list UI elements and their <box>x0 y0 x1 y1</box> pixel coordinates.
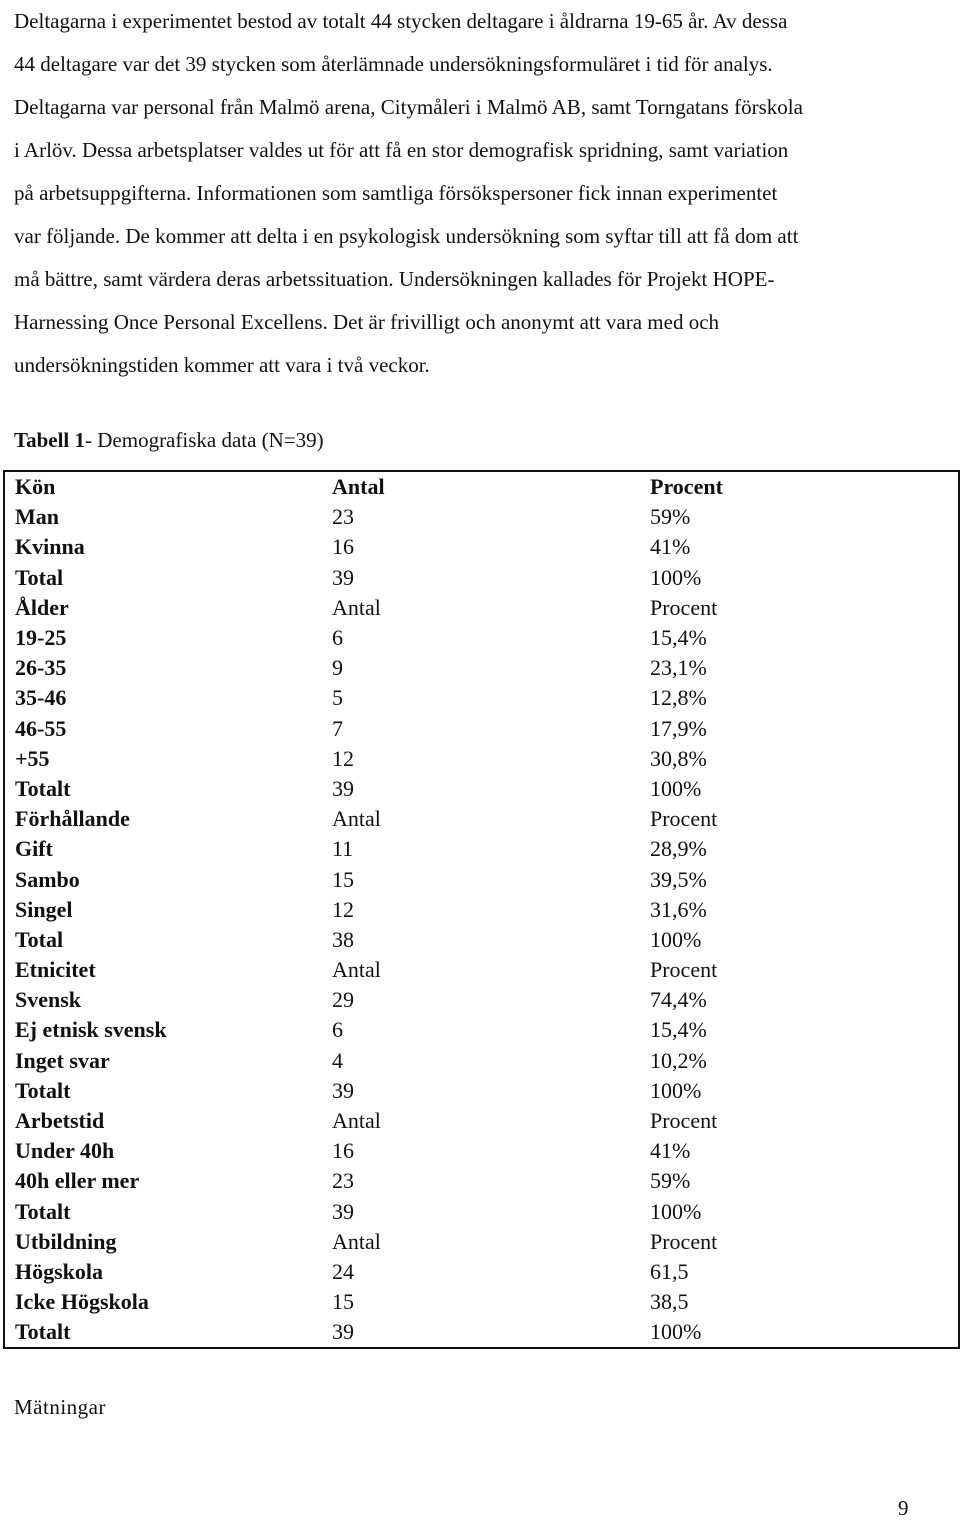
percent-cell: 28,9% <box>650 836 707 862</box>
row-label-cell: Icke Högskola <box>15 1289 149 1315</box>
table-row <box>4 744 959 774</box>
count-cell: 39 <box>332 1319 354 1345</box>
percent-cell: 100% <box>650 1319 702 1345</box>
row-label-cell: Sambo <box>15 866 80 892</box>
count-cell: 4 <box>332 1047 343 1073</box>
count-cell: Antal <box>332 1108 381 1134</box>
row-label-cell: Kön <box>15 474 56 500</box>
percent-cell: 59% <box>650 1168 691 1194</box>
row-label-cell: 40h eller mer <box>15 1168 140 1194</box>
count-cell: 11 <box>332 836 354 862</box>
percent-cell: 100% <box>650 564 702 590</box>
percent-cell: 17,9% <box>650 715 707 741</box>
table-row <box>4 804 959 834</box>
table-row <box>4 1015 959 1045</box>
paragraph-line: Deltagarna var personal från Malmö arena, Citymåleri i Malmö AB, samt Torngatans förskola <box>14 95 803 119</box>
table-row <box>4 1166 959 1196</box>
paragraph-line: Harnessing Once Personal Excellens. Det är frivilligt och anonymt att vara med och <box>14 310 720 334</box>
body-paragraph <box>14 0 954 387</box>
row-label-cell: Totalt <box>15 1077 71 1103</box>
count-cell: Antal <box>332 957 381 983</box>
row-label-cell: 46-55 <box>15 715 67 741</box>
row-label-cell: Totalt <box>15 1198 71 1224</box>
count-cell: Antal <box>332 806 381 832</box>
percent-cell: Procent <box>650 1108 718 1134</box>
paragraph-line: 44 deltagare var det 39 stycken som återlämnade undersökningsformuläret i tid för analys. <box>14 52 773 76</box>
percent-cell: 15,4% <box>650 625 707 651</box>
row-label-cell: Högskola <box>15 1258 104 1284</box>
table-row <box>4 774 959 804</box>
row-label-cell: Inget svar <box>15 1047 110 1073</box>
count-cell: 39 <box>332 775 354 801</box>
count-cell: 23 <box>332 504 354 530</box>
row-label-cell: Ålder <box>15 594 69 620</box>
percent-cell: Procent <box>650 957 718 983</box>
percent-cell: Procent <box>650 594 718 620</box>
table-row <box>4 532 959 562</box>
table-row <box>4 834 959 864</box>
table-row <box>4 955 959 985</box>
count-cell: 7 <box>332 715 343 741</box>
count-cell: 23 <box>332 1168 354 1194</box>
paragraph-line: var följande. De kommer att delta i en psykologisk undersökning som syftar till att få dom att <box>14 224 799 248</box>
count-cell: Antal <box>332 474 385 500</box>
row-label-cell: Singel <box>15 896 73 922</box>
count-cell: 12 <box>332 745 354 771</box>
row-label-cell: Utbildning <box>15 1228 117 1254</box>
table-row <box>4 1287 959 1317</box>
paragraph-line: i Arlöv. Dessa arbetsplatser valdes ut för att få en stor demografisk spridning, samt variation <box>14 138 789 162</box>
percent-cell: 23,1% <box>650 655 707 681</box>
percent-cell: Procent <box>650 806 718 832</box>
count-cell: 16 <box>332 1138 354 1164</box>
table-row <box>4 1106 959 1136</box>
row-label-cell: Förhållande <box>15 806 130 832</box>
table-row <box>4 593 959 623</box>
count-cell: 9 <box>332 655 343 681</box>
row-label-cell: Totalt <box>15 775 71 801</box>
table-row <box>4 1317 959 1348</box>
percent-cell: 100% <box>650 775 702 801</box>
count-cell: 39 <box>332 1077 354 1103</box>
count-cell: 29 <box>332 987 354 1013</box>
table-row <box>4 895 959 925</box>
percent-cell: 38,5 <box>650 1289 689 1315</box>
section-heading: Mätningar <box>14 1395 106 1419</box>
percent-cell: 12,8% <box>650 685 707 711</box>
count-cell: 6 <box>332 625 343 651</box>
percent-cell: 31,6% <box>650 896 707 922</box>
table-row <box>4 623 959 653</box>
row-label-cell: +55 <box>15 745 50 771</box>
row-label-cell: 19-25 <box>15 625 67 651</box>
table-row <box>4 1257 959 1287</box>
demographics-table-body <box>4 471 959 1348</box>
row-label-cell: Arbetstid <box>15 1108 105 1134</box>
row-label-cell: Totalt <box>15 1319 71 1345</box>
percent-cell: 59% <box>650 504 691 530</box>
table-row <box>4 653 959 683</box>
table-caption-text: - Demografiska data (N=39) <box>85 428 324 452</box>
count-cell: 39 <box>332 1198 354 1224</box>
percent-cell: Procent <box>650 1228 718 1254</box>
row-label-cell: Kvinna <box>15 534 85 560</box>
paragraph-line: Deltagarna i experimentet bestod av totalt 44 stycken deltagare i åldrarna 19-65 år. Av dessa <box>14 9 788 33</box>
table-row <box>4 1197 959 1227</box>
count-cell: 5 <box>332 685 343 711</box>
paragraph-line: må bättre, samt värdera deras arbetssituation. Undersökningen kallades för Projekt HOPE- <box>14 267 775 291</box>
table-row <box>4 714 959 744</box>
count-cell: 6 <box>332 1017 343 1043</box>
table-caption <box>14 424 324 456</box>
count-cell: 15 <box>332 866 354 892</box>
count-cell: Antal <box>332 594 381 620</box>
percent-cell: 41% <box>650 534 691 560</box>
count-cell: 15 <box>332 1289 354 1315</box>
table-row <box>4 563 959 593</box>
row-label-cell: Man <box>15 504 59 530</box>
row-label-cell: Under 40h <box>15 1138 115 1164</box>
table-row <box>4 502 959 532</box>
count-cell: 24 <box>332 1258 354 1284</box>
demographics-table <box>3 470 960 1349</box>
table-row <box>4 864 959 894</box>
count-cell: 16 <box>332 534 354 560</box>
row-label-cell: Total <box>15 564 64 590</box>
percent-cell: 39,5% <box>650 866 707 892</box>
count-cell: 39 <box>332 564 354 590</box>
percent-cell: Procent <box>650 474 723 500</box>
percent-cell: 10,2% <box>650 1047 707 1073</box>
count-cell: Antal <box>332 1228 381 1254</box>
table-row <box>4 471 959 502</box>
table-row <box>4 1046 959 1076</box>
row-label-cell: Gift <box>15 836 53 862</box>
page-number: 9 <box>898 1496 909 1520</box>
paragraph-line: på arbetsuppgifterna. Informationen som samtliga försökspersoner fick innan experimentet <box>14 181 778 205</box>
table-row <box>4 1076 959 1106</box>
table-row <box>4 683 959 713</box>
row-label-cell: Total <box>15 926 64 952</box>
percent-cell: 30,8% <box>650 745 707 771</box>
table-caption-number: Tabell 1 <box>14 428 85 452</box>
table-row <box>4 1136 959 1166</box>
paragraph-line: undersökningstiden kommer att vara i två veckor. <box>14 353 430 377</box>
percent-cell: 100% <box>650 926 702 952</box>
table-row <box>4 925 959 955</box>
row-label-cell: Svensk <box>15 987 82 1013</box>
table-row <box>4 1227 959 1257</box>
percent-cell: 74,4% <box>650 987 707 1013</box>
row-label-cell: Ej etnisk svensk <box>15 1017 167 1043</box>
table-row <box>4 985 959 1015</box>
percent-cell: 100% <box>650 1077 702 1103</box>
percent-cell: 61,5 <box>650 1258 689 1284</box>
count-cell: 38 <box>332 926 354 952</box>
row-label-cell: 26-35 <box>15 655 67 681</box>
percent-cell: 100% <box>650 1198 702 1224</box>
row-label-cell: 35-46 <box>15 685 67 711</box>
row-label-cell: Etnicitet <box>15 957 96 983</box>
percent-cell: 15,4% <box>650 1017 707 1043</box>
count-cell: 12 <box>332 896 354 922</box>
percent-cell: 41% <box>650 1138 691 1164</box>
